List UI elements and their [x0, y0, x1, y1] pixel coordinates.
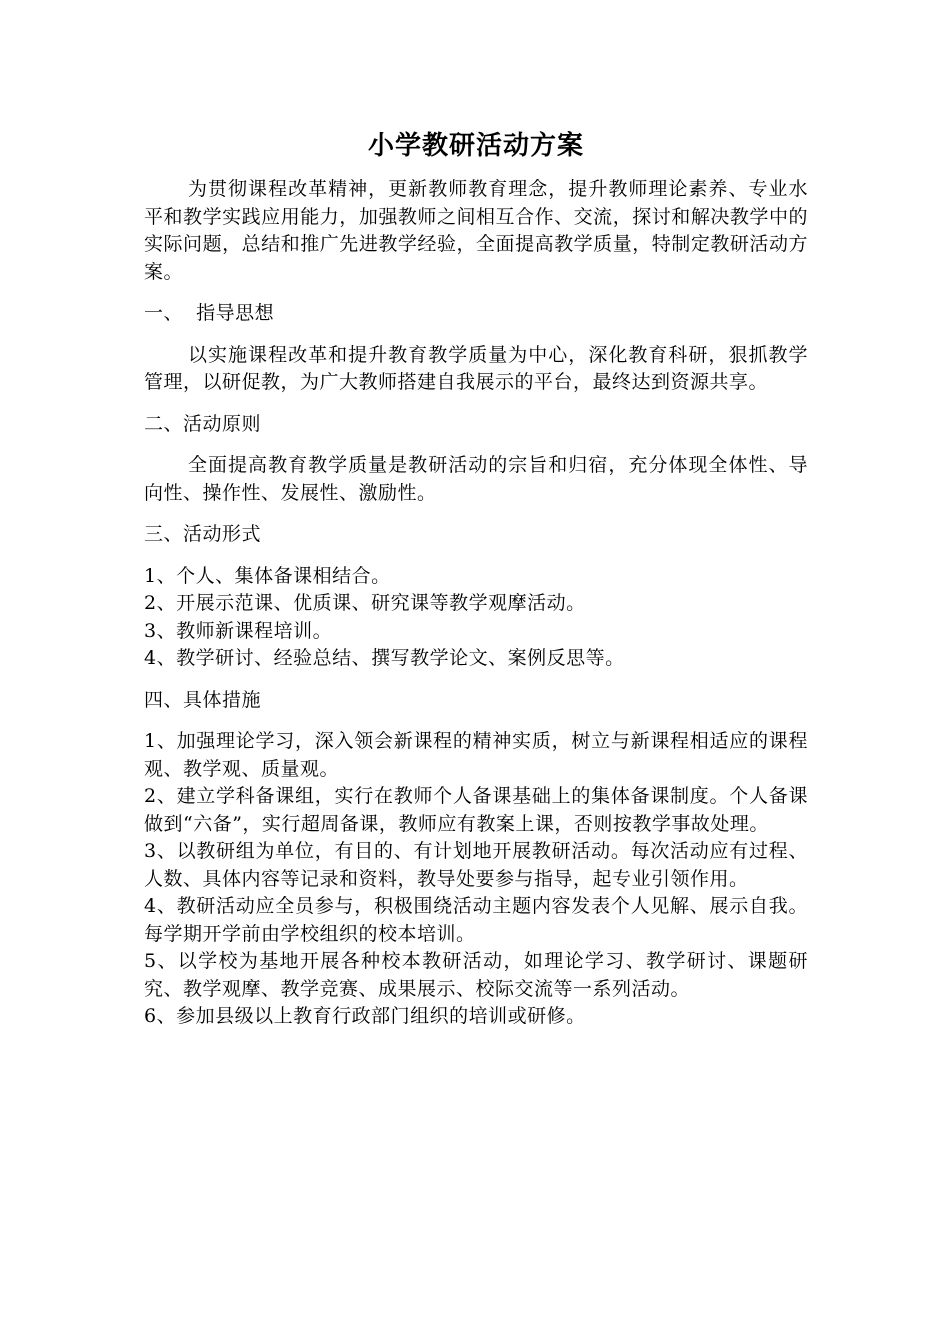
document-content	[144, 128, 808, 1031]
list-item: 3、教师新课程培训。	[144, 619, 333, 642]
section-body-guiding-ideology: 以实施课程改革和提升教育教学质量为中心，深化教育科研，狠抓教学管理，以研促教，为广大教师搭建自我展示的平台，最终达到资源共享。	[144, 343, 808, 393]
list-item: 1、加强理论学习，深入领会新课程的精神实质，树立与新课程相适应的课程观、教学观、质量观。	[144, 730, 808, 780]
section-heading-activity-principles: 二、活动原则	[144, 412, 262, 435]
list-item: 4、教研活动应全员参与，积极围绕活动主题内容发表个人见解、展示自我。每学期开学前由学校组织的校本培训。	[144, 895, 808, 945]
list-item: 2、建立学科备课组，实行在教师个人备课基础上的集体备课制度。个人备课做到“六备”，实行超周备课，教师应有教案上课，否则按教学事故处理。	[144, 785, 808, 835]
list-item: 3、以教研组为单位，有目的、有计划地开展教研活动。每次活动应有过程、人数、具体内容等记录和资料，教导处要参与指导，起专业引领作用。	[144, 840, 808, 890]
list-item: 2、开展示范课、优质课、研究课等教学观摩活动。	[144, 592, 586, 614]
list-item: 1、个人、集体备课相结合。	[144, 564, 391, 587]
list-item: 5、以学校为基地开展各种校本教研活动，如理论学习、教学研讨、课题研究、教学观摩、教学竞赛、成果展示、校际交流等一系列活动。	[144, 950, 808, 1000]
section-heading-activity-forms: 三、活动形式	[144, 523, 262, 545]
list-item: 4、教学研讨、经验总结、撰写教学论文、案例反思等。	[144, 647, 625, 669]
section-body-activity-principles: 全面提高教育教学质量是教研活动的宗旨和归宿，充分体现全体性、导向性、操作性、发展性、激励性。	[144, 454, 808, 504]
section-heading-guiding-ideology: 一、 指导思想	[144, 302, 275, 324]
specific-measures-list	[144, 728, 808, 1031]
activity-forms-list	[144, 563, 808, 673]
intro-paragraph: 为贯彻课程改革精神，更新教师教育理念，提升教师理论素养、专业水平和教学实践应用能力，加强教师之间相互合作、交流，探讨和解决教学中的实际问题，总结和推广先进教学经验，全面提高教学质量，特制定教研活动方案。	[144, 178, 808, 283]
document-title: 小学教研活动方案	[367, 131, 584, 161]
list-item: 6、参加县级以上教育行政部门组织的培训或研修。	[144, 1005, 586, 1027]
section-heading-specific-measures: 四、具体措施	[144, 688, 262, 711]
